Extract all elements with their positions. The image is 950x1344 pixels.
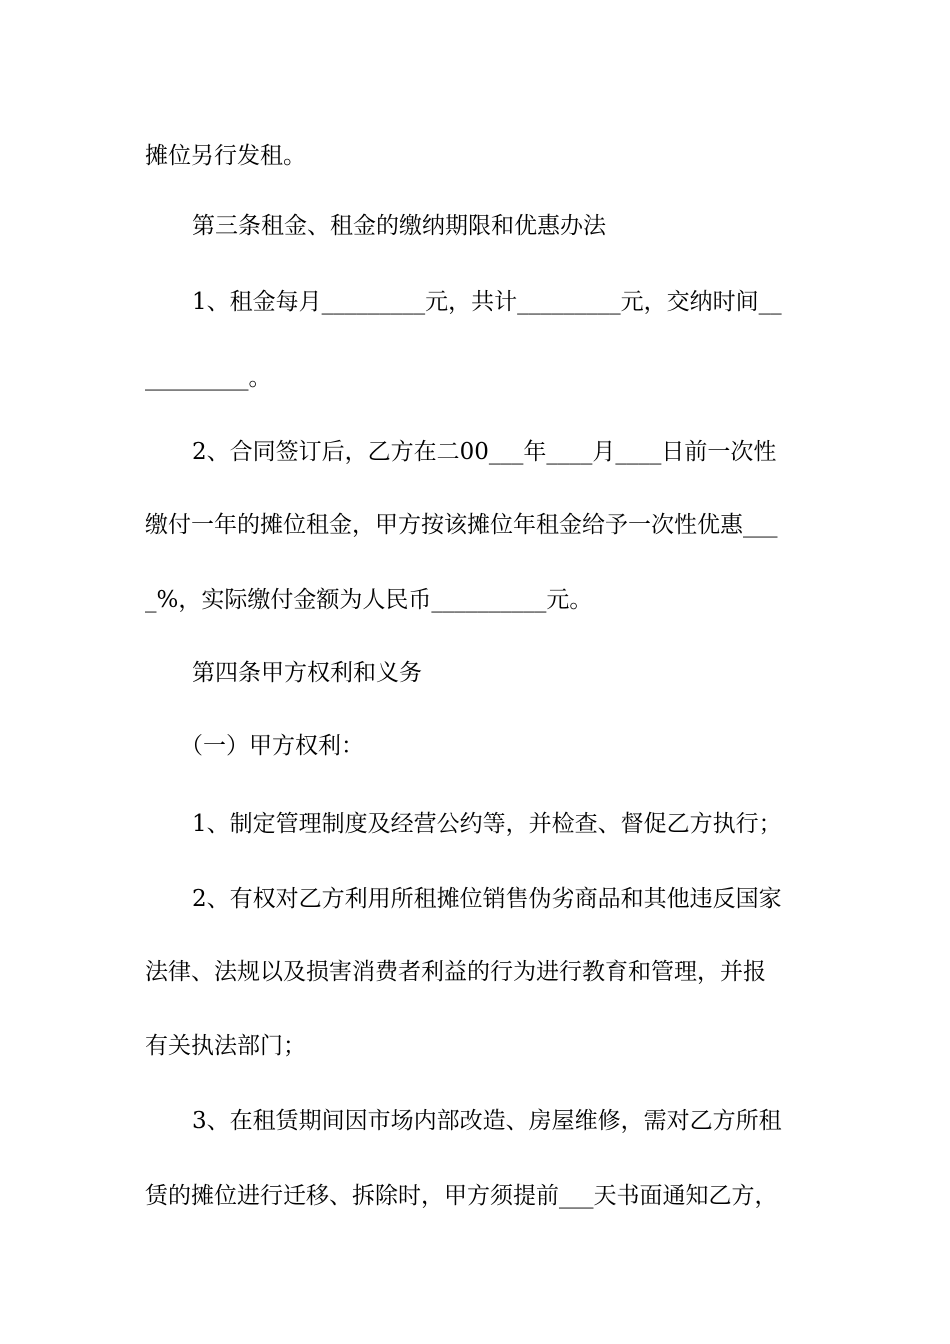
text-line: 有关执法部门；	[145, 1033, 306, 1059]
text-line: 法律、法规以及损害消费者利益的行为进行教育和管理，并报	[145, 959, 766, 985]
text-line: 2、有权对乙方利用所租摊位销售伪劣商品和其他违反国家	[192, 886, 782, 912]
text-line: _________。	[145, 365, 272, 391]
subsection-heading: （一）甲方权利：	[180, 733, 364, 759]
text-line: 摊位另行发租。	[145, 143, 306, 169]
text-line: 赁的摊位进行迁移、拆除时，甲方须提前___天书面通知乙方，	[145, 1183, 778, 1209]
section-heading: 第四条甲方权利和义务	[192, 660, 422, 686]
text-line: 2、合同签订后，乙方在二00___年____月____日前一次性	[192, 439, 777, 465]
text-line: 1、租金每月_________元，共计_________元，交纳时间__	[192, 289, 782, 315]
text-line: _%，实际缴付金额为人民币__________元。	[145, 587, 593, 613]
section-heading: 第三条租金、租金的缴纳期限和优惠办法	[192, 213, 606, 239]
text-line: 3、在租赁期间因市场内部改造、房屋维修，需对乙方所租	[192, 1108, 782, 1134]
text-line: 缴付一年的摊位租金，甲方按该摊位年租金给予一次性优惠___	[145, 512, 778, 538]
text-line: 1、制定管理制度及经营公约等，并检查、督促乙方执行；	[192, 811, 782, 837]
